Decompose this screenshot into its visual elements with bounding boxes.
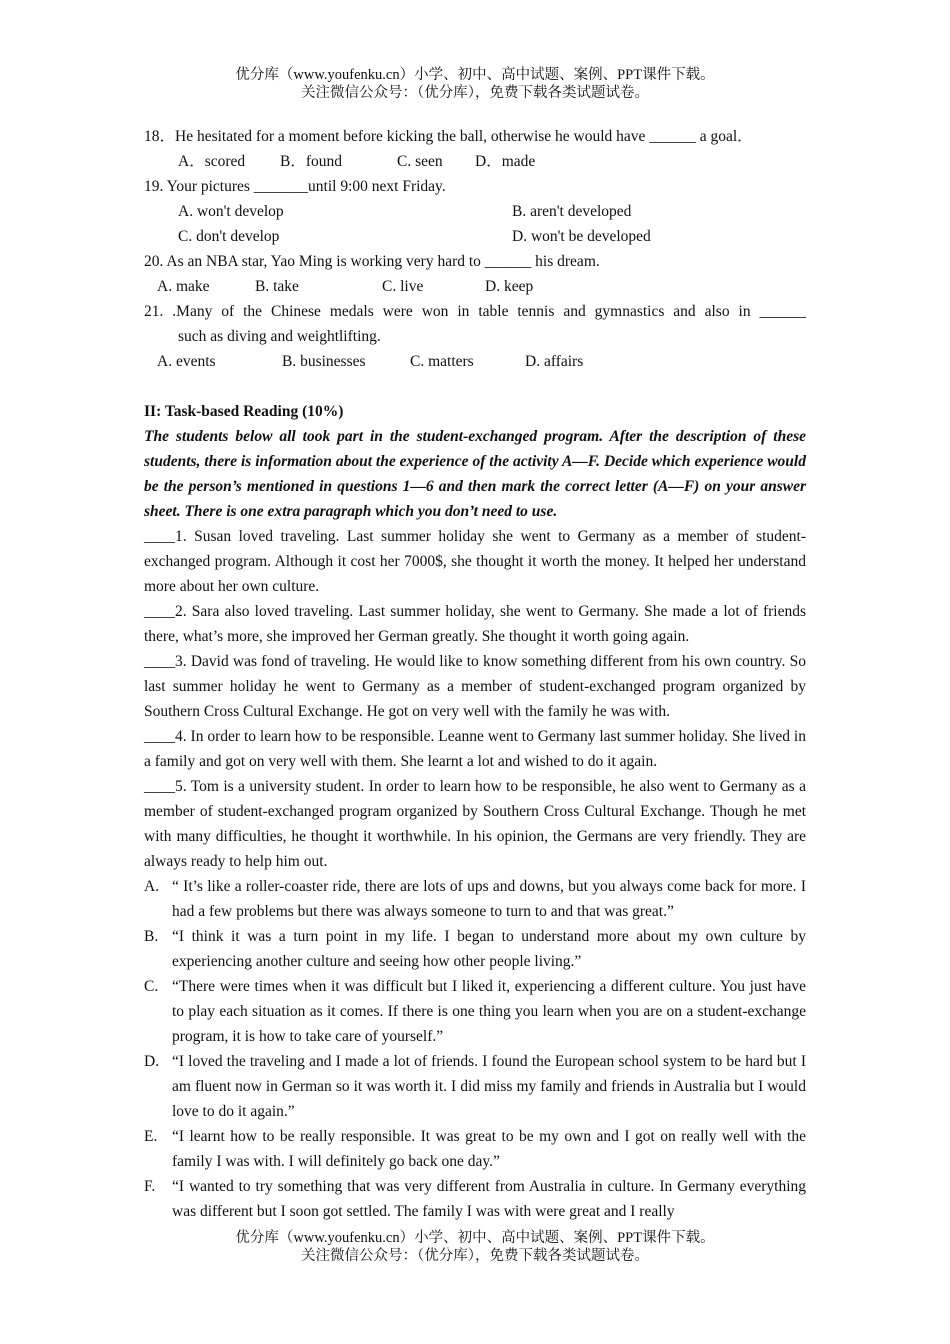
experience-b [144, 924, 806, 974]
person-4: ____4. In order to learn how to be responsible. Leanne went to Germany last summer holiday. She lived in a family and got on very well with them. She learnt a lot and wished to do it again. [144, 728, 806, 770]
question-20-options [144, 274, 806, 299]
header-line-2: 关注微信公众号：（优分库），免费下载各类试题试卷。 [301, 85, 649, 101]
question-18-stem: 18．He hesitated for a moment before kicking the ball, otherwise he would have ______ a goal． [144, 128, 753, 145]
q18-option-a: A．scored [178, 153, 246, 170]
q21-option-b: B. businesses [282, 353, 366, 370]
experience-c-label: C. [144, 978, 159, 995]
person-1: ____1. Susan loved traveling. Last summer holiday she went to Germany as a member of student-exchanged program. Although it cost her 7000$, she thought it worth the money. It helped her understand more about her own culture. [144, 528, 806, 595]
q18-option-b: B．found [280, 153, 343, 170]
document-body [144, 124, 806, 1224]
q19-option-a: A. won't develop [178, 203, 284, 220]
q20-option-a: A. make [157, 278, 210, 295]
footer-line-2: 关注微信公众号：（优分库），免费下载各类试题试卷。 [301, 1248, 649, 1264]
q21-option-d: D. affairs [525, 353, 584, 370]
experience-b-text: “I think it was a turn point in my life. I began to understand more about my own culture by experiencing another culture and seeing how other people living.” [172, 928, 806, 970]
q20-option-d: D. keep [485, 278, 534, 295]
footer-line-1: 优分库（www.youfenku.cn）小学、初中、高中试题、案例、PPT课件下载。 [235, 1230, 715, 1246]
question-19-options-row2 [144, 224, 806, 249]
q19-option-d: D. won't be developed [512, 228, 651, 245]
q20-option-b: B. take [255, 278, 299, 295]
experience-f-label: F. [144, 1178, 156, 1195]
q21-option-c: C. matters [410, 353, 474, 370]
question-18-options [144, 149, 806, 174]
q20-option-c: C. live [382, 278, 424, 295]
q18-option-d: D．made [475, 153, 536, 170]
experience-c [144, 974, 806, 1049]
question-19-stem: 19. Your pictures _______until 9:00 next Friday. [144, 178, 446, 195]
experience-d [144, 1049, 806, 1124]
experience-b-label: B. [144, 928, 159, 945]
experience-e-text: “I learnt how to be really responsible. It was great to be my own and I got on really well with the family I was with. I will definitely go back one day.” [172, 1128, 806, 1170]
experience-a-text: “ It’s like a roller-coaster ride, there are lots of ups and downs, but you always come back for more. I had a few problems but there was always someone to turn to and that was great.” [172, 878, 806, 920]
experience-e [144, 1124, 806, 1174]
person-3: ____3. David was fond of traveling. He would like to know something different from his own country. So last summer holiday he went to Germany as a member of student-exchanged program organized by Southern Cross Cultural Exchange. He got on very well with the family he was with. [144, 653, 806, 720]
question-21-stem-continued: such as diving and weightlifting. [178, 328, 381, 345]
person-2: ____2. Sara also loved traveling. Last summer holiday, she went to Germany. She made a lot of friends there, what’s more, she improved her German greatly. She thought it worth going again. [144, 603, 806, 645]
header-line-1: 优分库（www.youfenku.cn）小学、初中、高中试题、案例、PPT课件下载。 [235, 67, 715, 83]
page-header [0, 66, 950, 102]
q18-option-c: C. seen [397, 153, 443, 170]
question-21-options [144, 349, 806, 374]
question-20-stem: 20. As an NBA star, Yao Ming is working very hard to ______ his dream. [144, 253, 600, 270]
q21-option-a: A. events [157, 353, 216, 370]
experience-e-label: E. [144, 1128, 158, 1145]
section-2-title: II: Task-based Reading (10%) [144, 403, 344, 420]
q19-option-c: C. don't develop [178, 228, 280, 245]
experience-f-text: “I wanted to try something that was very different from Australia in culture. In Germany everything was different but I soon got settled. The family I was with were great and I really [172, 1178, 806, 1220]
question-21-stem: 21. .Many of the Chinese medals were won in table tennis and gymnastics and also in ______ [144, 303, 806, 320]
experience-c-text: “There were times when it was difficult but I liked it, experiencing a different culture. You just have to play each situation as it comes. If there is one thing you learn when you are on a student-exchange program, it is how to take care of yourself.” [172, 978, 806, 1045]
person-5: ____5. Tom is a university student. In order to learn how to be responsible, he also went to Germany as a member of student-exchanged program organized by Southern Cross Cultural Exchange. Though he met with many difficulties, he thought it worthwhile. In his opinion, the Germans are very friendly. They are always ready to help him out. [144, 778, 806, 870]
page-footer [0, 1229, 950, 1265]
question-19-options-row1 [144, 199, 806, 224]
section-2-instruction: The students below all took part in the student-exchanged program. After the description of these students, there is information about the experience of the activity A—F. Decide which experience would be the person’s mentioned in questions 1—6 and then mark the correct letter (A—F) on your answer sheet. There is one extra paragraph which you don’t need to use. [144, 428, 806, 520]
experience-f [144, 1174, 806, 1224]
q19-option-b: B. aren't developed [512, 203, 632, 220]
experience-d-text: “I loved the traveling and I made a lot of friends. I found the European school system to be hard but I am fluent now in German so it was worth it. I did miss my family and friends in Australia but I would love to do it again.” [172, 1053, 806, 1120]
experience-d-label: D. [144, 1053, 160, 1070]
experience-a [144, 874, 806, 924]
experience-a-label: A. [144, 878, 160, 895]
